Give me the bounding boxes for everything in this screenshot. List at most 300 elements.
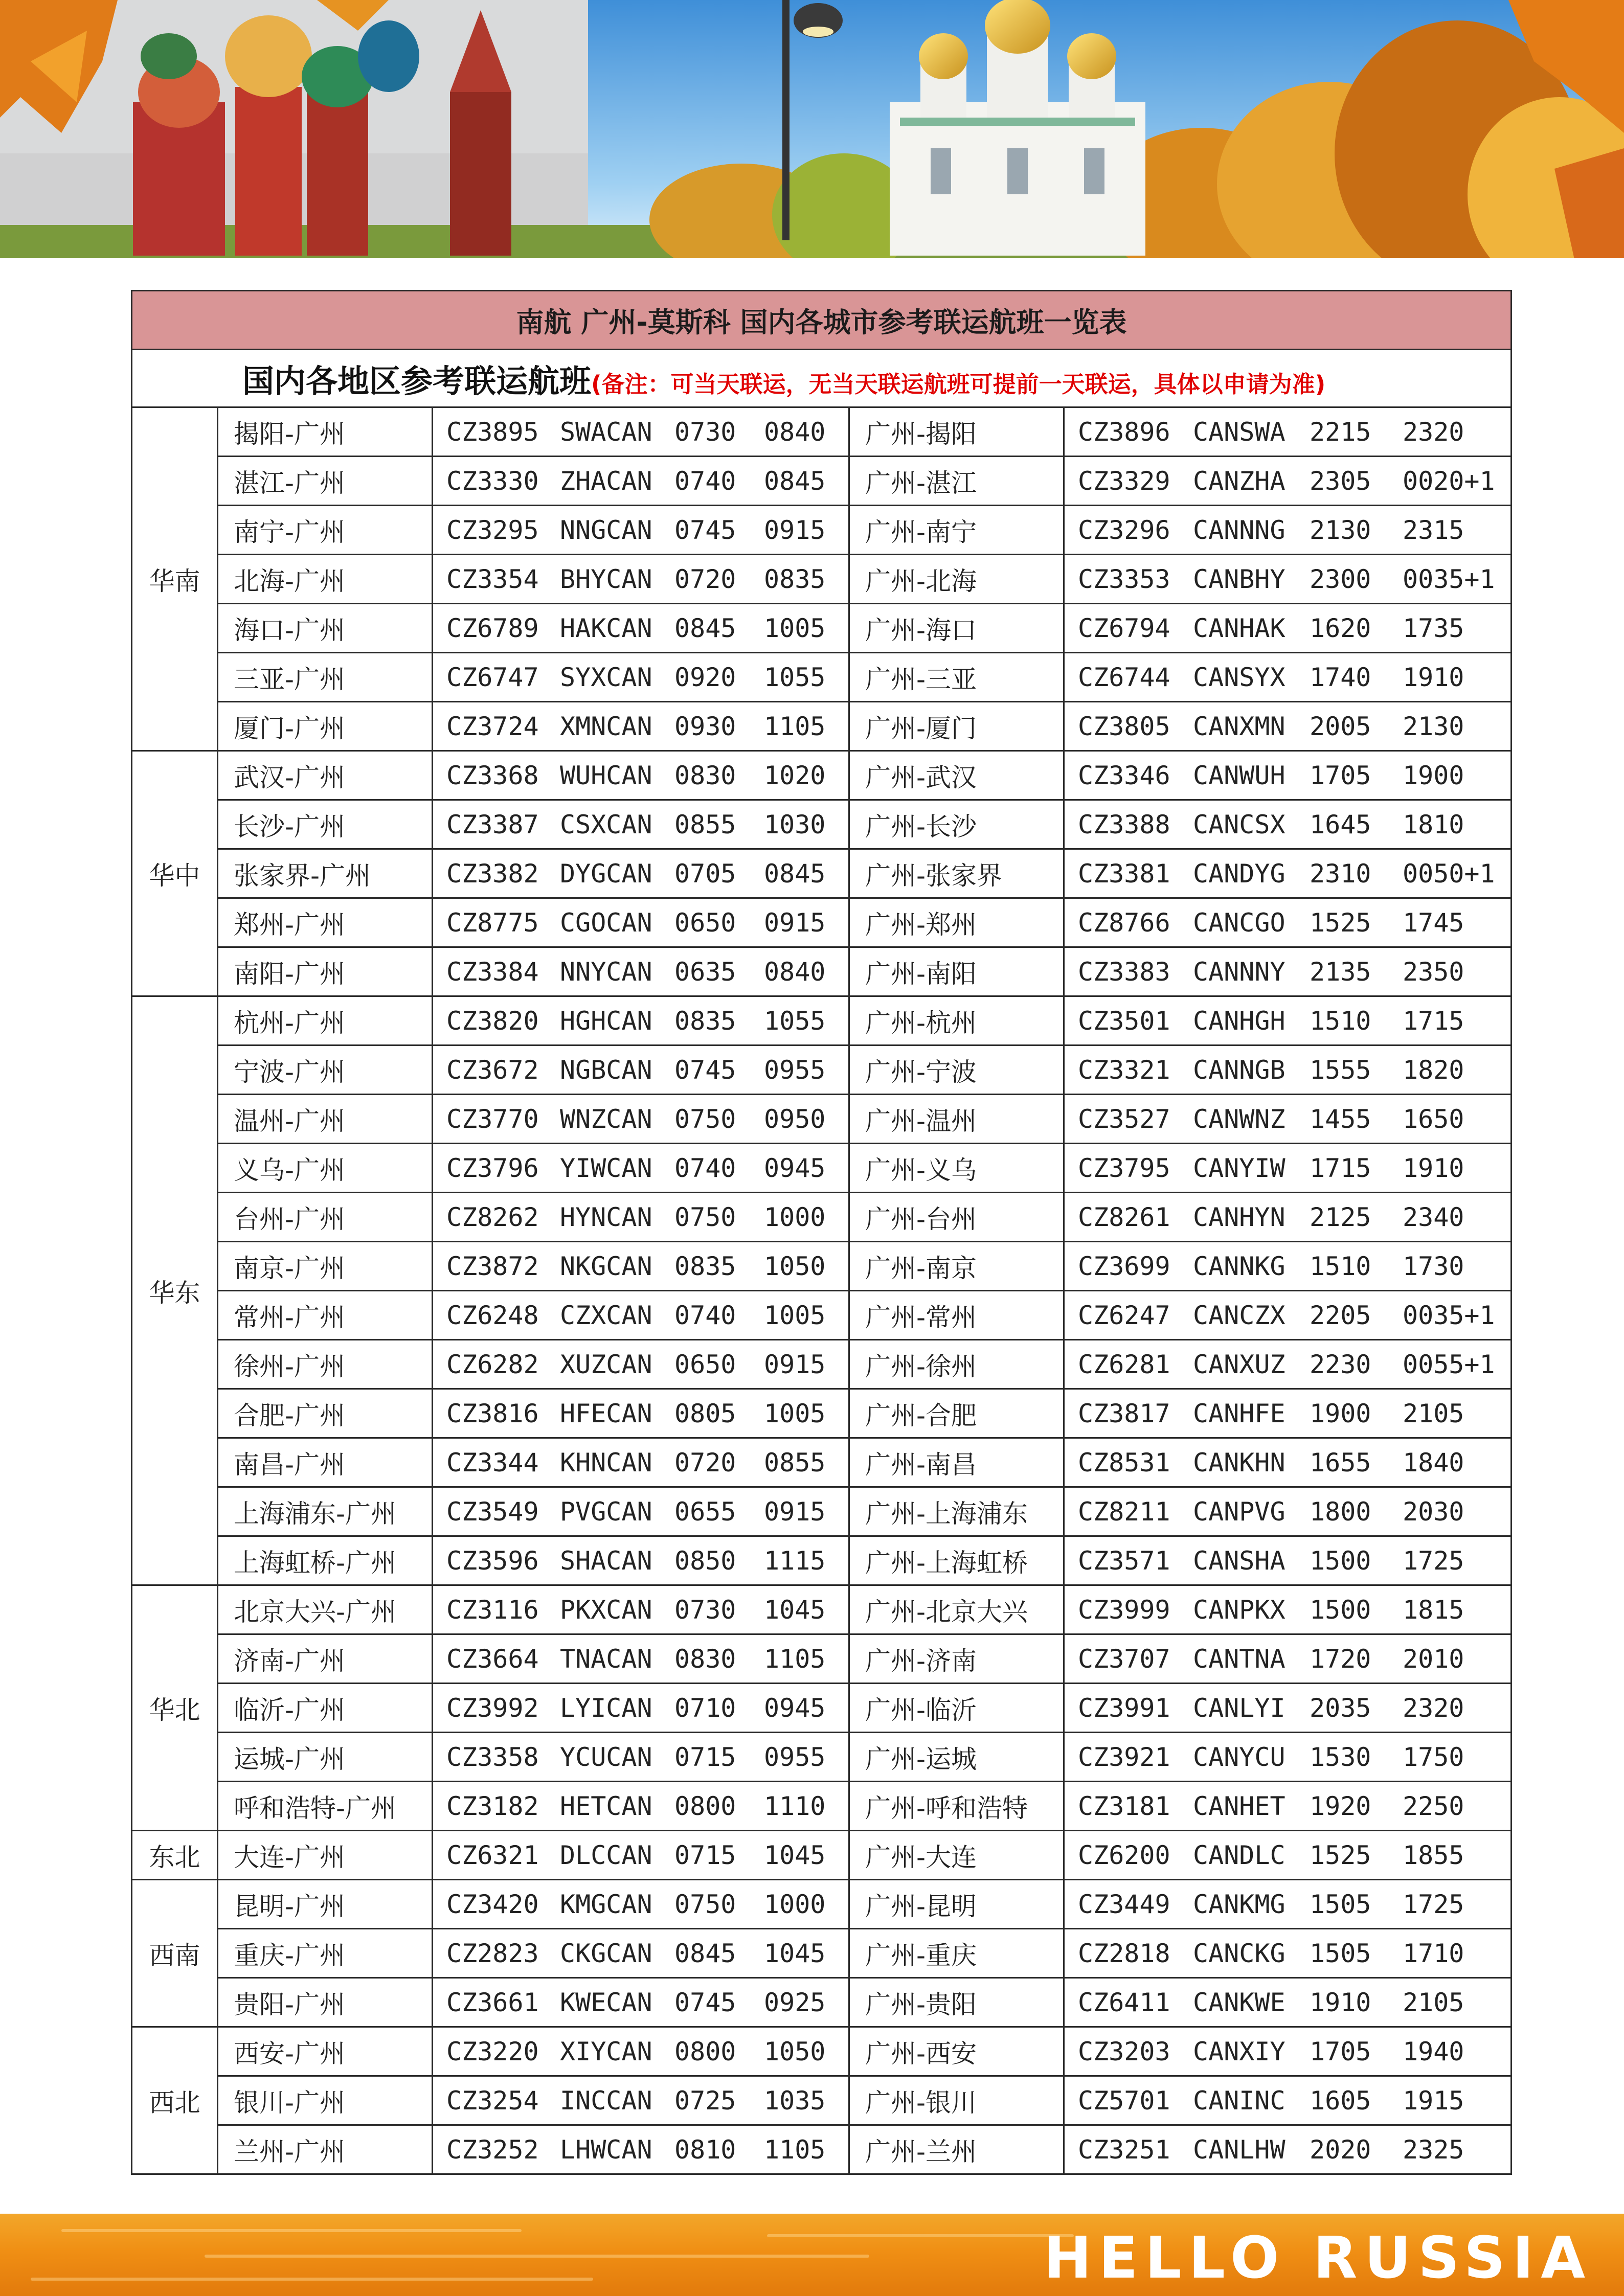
outbound-arrival-time: 0915 [764, 907, 826, 938]
return-departure-time: 2300 [1310, 564, 1371, 594]
outbound-route: 湛江-广州 [218, 457, 433, 506]
outbound-route-code: NGBCAN [560, 1055, 652, 1085]
outbound-arrival-time: 0955 [764, 1742, 826, 1772]
return-departure-time: 2130 [1310, 515, 1371, 545]
region-cell: 西北 [132, 2027, 218, 2174]
outbound-flight-cell [433, 1634, 849, 1684]
return-departure-time: 1500 [1310, 1545, 1371, 1576]
return-arrival-time: 1810 [1403, 809, 1464, 839]
outbound-route: 兰州-广州 [218, 2125, 433, 2174]
return-flight-number: CZ3203 [1078, 2036, 1170, 2066]
return-flight-cell [1064, 1733, 1512, 1782]
outbound-flight-number: CZ3420 [446, 1889, 539, 1919]
outbound-departure-time: 0750 [674, 1104, 736, 1134]
region-cell: 东北 [132, 1831, 218, 1880]
outbound-departure-time: 0745 [674, 1987, 736, 2017]
region-cell: 西南 [132, 1880, 218, 2027]
outbound-departure-time: 0635 [674, 957, 736, 987]
outbound-route-code: CGOCAN [560, 907, 652, 938]
outbound-route-code: YCUCAN [560, 1742, 652, 1772]
return-flight-cell [1064, 1929, 1512, 1978]
outbound-flight-number: CZ3724 [446, 711, 539, 741]
return-flight-number: CZ3817 [1078, 1398, 1170, 1428]
return-route-code: CANXIY [1193, 2036, 1285, 2066]
outbound-arrival-time: 0945 [764, 1153, 826, 1183]
outbound-arrival-time: 1045 [764, 1938, 826, 1968]
return-flight-cell [1064, 653, 1512, 702]
return-route-code: CANDYG [1193, 858, 1285, 889]
return-route: 广州-揭阳 [849, 407, 1064, 457]
return-route: 广州-台州 [849, 1193, 1064, 1242]
outbound-route: 南昌-广州 [218, 1438, 433, 1487]
footer-texture [31, 2278, 593, 2281]
return-route-code: CANBHY [1193, 564, 1285, 594]
region-cell: 华北 [132, 1585, 218, 1831]
return-flight-cell [1064, 2076, 1512, 2125]
outbound-flight-cell [433, 1929, 849, 1978]
return-flight-number: CZ8211 [1078, 1496, 1170, 1527]
return-flight-number: CZ6200 [1078, 1840, 1170, 1870]
table-title: 南航 广州-莫斯科 国内各城市参考联运航班一览表 [132, 291, 1512, 350]
outbound-flight-cell [433, 1880, 849, 1929]
return-flight-number: CZ3381 [1078, 858, 1170, 889]
outbound-route: 常州-广州 [218, 1291, 433, 1340]
return-flight-cell [1064, 457, 1512, 506]
return-route-code: CANKWE [1193, 1987, 1285, 2017]
outbound-route-code: INCCAN [560, 2085, 652, 2116]
return-departure-time: 2005 [1310, 711, 1371, 741]
outbound-flight-cell [433, 2076, 849, 2125]
return-arrival-time: 1815 [1403, 1595, 1464, 1625]
outbound-departure-time: 0715 [674, 1742, 736, 1772]
outbound-arrival-time: 0835 [764, 564, 826, 594]
return-flight-number: CZ6411 [1078, 1987, 1170, 2017]
outbound-arrival-time: 0855 [764, 1447, 826, 1477]
outbound-route-code: SYXCAN [560, 662, 652, 692]
outbound-route-code: HGHCAN [560, 1006, 652, 1036]
footer-banner [0, 2214, 1624, 2296]
flight-table-body [132, 407, 1512, 2174]
outbound-arrival-time: 1050 [764, 1251, 826, 1281]
return-departure-time: 1505 [1310, 1889, 1371, 1919]
outbound-flight-cell [433, 604, 849, 653]
return-flight-cell [1064, 1831, 1512, 1880]
return-flight-number: CZ2818 [1078, 1938, 1170, 1968]
outbound-route-code: NKGCAN [560, 1251, 652, 1281]
footer-texture [61, 2229, 522, 2232]
return-flight-number: CZ3321 [1078, 1055, 1170, 1085]
outbound-route-code: KWECAN [560, 1987, 652, 2017]
return-route-code: CANXMN [1193, 711, 1285, 741]
outbound-route-code: SHACAN [560, 1545, 652, 1576]
outbound-route: 北海-广州 [218, 555, 433, 604]
table-row [132, 1684, 1512, 1733]
outbound-departure-time: 0655 [674, 1496, 736, 1527]
outbound-flight-cell [433, 457, 849, 506]
return-departure-time: 1455 [1310, 1104, 1371, 1134]
return-route: 广州-厦门 [849, 702, 1064, 751]
return-route: 广州-南京 [849, 1242, 1064, 1291]
outbound-route-code: CSXCAN [560, 809, 652, 839]
outbound-flight-number: CZ3387 [446, 809, 539, 839]
return-flight-cell [1064, 2125, 1512, 2174]
outbound-departure-time: 0730 [674, 1595, 736, 1625]
table-row [132, 1242, 1512, 1291]
outbound-flight-number: CZ8775 [446, 907, 539, 938]
return-departure-time: 1800 [1310, 1496, 1371, 1527]
outbound-route-code: HAKCAN [560, 613, 652, 643]
outbound-flight-number: CZ3384 [446, 957, 539, 987]
return-route-code: CANPKX [1193, 1595, 1285, 1625]
return-arrival-time: 2250 [1403, 1791, 1464, 1821]
outbound-flight-cell [433, 653, 849, 702]
table-row [132, 2027, 1512, 2076]
return-flight-number: CZ3501 [1078, 1006, 1170, 1036]
return-departure-time: 2020 [1310, 2134, 1371, 2165]
table-row [132, 604, 1512, 653]
outbound-flight-cell [433, 751, 849, 800]
return-route: 广州-武汉 [849, 751, 1064, 800]
outbound-flight-cell [433, 1978, 849, 2027]
return-route: 广州-临沂 [849, 1684, 1064, 1733]
return-flight-number: CZ8531 [1078, 1447, 1170, 1477]
outbound-arrival-time: 0840 [764, 957, 826, 987]
return-flight-number: CZ8766 [1078, 907, 1170, 938]
outbound-arrival-time: 1045 [764, 1595, 826, 1625]
outbound-flight-number: CZ6789 [446, 613, 539, 643]
outbound-route: 银川-广州 [218, 2076, 433, 2125]
outbound-flight-cell [433, 1733, 849, 1782]
return-flight-cell [1064, 751, 1512, 800]
return-arrival-time: 2320 [1403, 1693, 1464, 1723]
return-flight-number: CZ3449 [1078, 1889, 1170, 1919]
outbound-departure-time: 0705 [674, 858, 736, 889]
return-flight-cell [1064, 1536, 1512, 1585]
return-departure-time: 1500 [1310, 1595, 1371, 1625]
table-row [132, 2076, 1512, 2125]
return-route: 广州-三亚 [849, 653, 1064, 702]
outbound-departure-time: 0710 [674, 1693, 736, 1723]
return-route: 广州-银川 [849, 2076, 1064, 2125]
return-route: 广州-济南 [849, 1634, 1064, 1684]
return-departure-time: 1900 [1310, 1398, 1371, 1428]
return-route-code: CANHFE [1193, 1398, 1285, 1428]
outbound-route-code: SWACAN [560, 417, 652, 447]
outbound-arrival-time: 1110 [764, 1791, 826, 1821]
outbound-flight-cell [433, 2125, 849, 2174]
outbound-route: 昆明-广州 [218, 1880, 433, 1929]
return-route: 广州-上海浦东 [849, 1487, 1064, 1536]
return-departure-time: 2215 [1310, 417, 1371, 447]
outbound-arrival-time: 0915 [764, 1349, 826, 1379]
outbound-flight-number: CZ2823 [446, 1938, 539, 1968]
return-route-code: CANSHA [1193, 1545, 1285, 1576]
outbound-departure-time: 0800 [674, 2036, 736, 2066]
return-arrival-time: 2315 [1403, 515, 1464, 545]
outbound-flight-cell [433, 1389, 849, 1438]
return-departure-time: 1555 [1310, 1055, 1371, 1085]
return-flight-cell [1064, 604, 1512, 653]
outbound-arrival-time: 0840 [764, 417, 826, 447]
outbound-route: 南京-广州 [218, 1242, 433, 1291]
return-flight-cell [1064, 1438, 1512, 1487]
outbound-flight-number: CZ6747 [446, 662, 539, 692]
outbound-route: 临沂-广州 [218, 1684, 433, 1733]
outbound-flight-number: CZ6321 [446, 1840, 539, 1870]
return-arrival-time: 1855 [1403, 1840, 1464, 1870]
outbound-flight-cell [433, 1193, 849, 1242]
table-row [132, 1291, 1512, 1340]
table-row [132, 457, 1512, 506]
return-route: 广州-呼和浩特 [849, 1782, 1064, 1831]
return-route-code: CANKHN [1193, 1447, 1285, 1477]
return-arrival-time: 1725 [1403, 1545, 1464, 1576]
outbound-flight-cell [433, 1831, 849, 1880]
table-row [132, 1929, 1512, 1978]
outbound-flight-cell [433, 1340, 849, 1389]
table-row [132, 849, 1512, 898]
outbound-route-code: ZHACAN [560, 466, 652, 496]
return-route: 广州-张家界 [849, 849, 1064, 898]
return-route-code: CANNNG [1193, 515, 1285, 545]
outbound-route: 三亚-广州 [218, 653, 433, 702]
outbound-arrival-time: 0945 [764, 1693, 826, 1723]
return-departure-time: 1505 [1310, 1938, 1371, 1968]
outbound-flight-cell [433, 407, 849, 457]
return-flight-cell [1064, 1242, 1512, 1291]
return-departure-time: 1920 [1310, 1791, 1371, 1821]
outbound-departure-time: 0845 [674, 1938, 736, 1968]
return-flight-number: CZ3329 [1078, 466, 1170, 496]
return-departure-time: 1910 [1310, 1987, 1371, 2017]
table-row [132, 1389, 1512, 1438]
outbound-route-code: LHWCAN [560, 2134, 652, 2165]
return-route: 广州-杭州 [849, 996, 1064, 1045]
return-flight-cell [1064, 1487, 1512, 1536]
return-route: 广州-长沙 [849, 800, 1064, 849]
outbound-route-code: WNZCAN [560, 1104, 652, 1134]
return-arrival-time: 1910 [1403, 1153, 1464, 1183]
region-cell: 华南 [132, 407, 218, 751]
return-flight-cell [1064, 1045, 1512, 1095]
return-departure-time: 1605 [1310, 2085, 1371, 2116]
outbound-route: 张家界-广州 [218, 849, 433, 898]
outbound-departure-time: 0920 [674, 662, 736, 692]
return-arrival-time: 1820 [1403, 1055, 1464, 1085]
return-arrival-time: 2010 [1403, 1644, 1464, 1674]
outbound-arrival-time: 1020 [764, 760, 826, 790]
return-route-code: CANCSX [1193, 809, 1285, 839]
outbound-arrival-time: 1005 [764, 613, 826, 643]
outbound-flight-cell [433, 947, 849, 996]
table-row [132, 996, 1512, 1045]
outbound-route-code: XMNCAN [560, 711, 652, 741]
outbound-departure-time: 0850 [674, 1545, 736, 1576]
outbound-route-code: XUZCAN [560, 1349, 652, 1379]
return-arrival-time: 2340 [1403, 1202, 1464, 1232]
table-row [132, 1340, 1512, 1389]
outbound-departure-time: 0740 [674, 1153, 736, 1183]
return-departure-time: 2205 [1310, 1300, 1371, 1330]
outbound-route-code: TNACAN [560, 1644, 652, 1674]
outbound-flight-number: CZ3252 [446, 2134, 539, 2165]
return-flight-number: CZ3353 [1078, 564, 1170, 594]
return-route-code: CANHAK [1193, 613, 1285, 643]
outbound-route: 宁波-广州 [218, 1045, 433, 1095]
return-route-code: CANLHW [1193, 2134, 1285, 2165]
return-route: 广州-南宁 [849, 506, 1064, 555]
return-route-code: CANXUZ [1193, 1349, 1285, 1379]
outbound-flight-number: CZ6282 [446, 1349, 539, 1379]
return-route-code: CANLYI [1193, 1693, 1285, 1723]
return-route: 广州-北京大兴 [849, 1585, 1064, 1634]
return-flight-cell [1064, 849, 1512, 898]
return-flight-number: CZ6794 [1078, 613, 1170, 643]
outbound-departure-time: 0745 [674, 515, 736, 545]
return-route: 广州-常州 [849, 1291, 1064, 1340]
outbound-departure-time: 0810 [674, 2134, 736, 2165]
connecting-flights-table [131, 290, 1512, 2175]
outbound-flight-number: CZ3816 [446, 1398, 539, 1428]
outbound-route-code: XIYCAN [560, 2036, 652, 2066]
outbound-route: 北京大兴-广州 [218, 1585, 433, 1634]
outbound-departure-time: 0750 [674, 1889, 736, 1919]
return-route-code: CANTNA [1193, 1644, 1285, 1674]
table-subtitle-row [132, 350, 1512, 407]
table-row [132, 898, 1512, 947]
outbound-flight-number: CZ3182 [446, 1791, 539, 1821]
return-arrival-time: 2030 [1403, 1496, 1464, 1527]
return-route: 广州-义乌 [849, 1144, 1064, 1193]
outbound-route: 温州-广州 [218, 1095, 433, 1144]
outbound-arrival-time: 1055 [764, 662, 826, 692]
return-flight-cell [1064, 506, 1512, 555]
return-route-code: CANNKG [1193, 1251, 1285, 1281]
return-flight-number: CZ3921 [1078, 1742, 1170, 1772]
return-route: 广州-兰州 [849, 2125, 1064, 2174]
outbound-departure-time: 0830 [674, 760, 736, 790]
outbound-departure-time: 0805 [674, 1398, 736, 1428]
return-route-code: CANHGH [1193, 1006, 1285, 1036]
outbound-arrival-time: 0845 [764, 858, 826, 889]
table-row [132, 1978, 1512, 2027]
outbound-flight-cell [433, 898, 849, 947]
outbound-flight-number: CZ3330 [446, 466, 539, 496]
return-flight-number: CZ6281 [1078, 1349, 1170, 1379]
outbound-arrival-time: 1000 [764, 1202, 826, 1232]
outbound-route-code: KMGCAN [560, 1889, 652, 1919]
return-arrival-time: 2350 [1403, 957, 1464, 987]
return-flight-number: CZ3346 [1078, 760, 1170, 790]
outbound-departure-time: 0830 [674, 1644, 736, 1674]
return-departure-time: 1510 [1310, 1006, 1371, 1036]
outbound-departure-time: 0745 [674, 1055, 736, 1085]
return-route-code: CANDLC [1193, 1840, 1285, 1870]
outbound-flight-number: CZ3895 [446, 417, 539, 447]
return-departure-time: 1645 [1310, 809, 1371, 839]
return-route-code: CANSWA [1193, 417, 1285, 447]
return-route: 广州-南阳 [849, 947, 1064, 996]
header-banner [0, 0, 1624, 262]
return-arrival-time: 1650 [1403, 1104, 1464, 1134]
outbound-route-code: WUHCAN [560, 760, 652, 790]
outbound-route: 重庆-广州 [218, 1929, 433, 1978]
outbound-flight-number: CZ3661 [446, 1987, 539, 2017]
outbound-departure-time: 0800 [674, 1791, 736, 1821]
outbound-flight-number: CZ3368 [446, 760, 539, 790]
outbound-flight-cell [433, 1438, 849, 1487]
return-arrival-time: 1725 [1403, 1889, 1464, 1919]
return-flight-cell [1064, 555, 1512, 604]
return-arrival-time: 2130 [1403, 711, 1464, 741]
return-arrival-time: 1915 [1403, 2085, 1464, 2116]
outbound-route: 南阳-广州 [218, 947, 433, 996]
table-row [132, 1438, 1512, 1487]
table-subtitle: 国内各地区参考联运航班 [242, 362, 592, 400]
outbound-flight-number: CZ3358 [446, 1742, 539, 1772]
return-flight-number: CZ3896 [1078, 417, 1170, 447]
outbound-departure-time: 0720 [674, 564, 736, 594]
return-route-code: CANCGO [1193, 907, 1285, 938]
outbound-flight-cell [433, 1487, 849, 1536]
return-flight-number: CZ3296 [1078, 515, 1170, 545]
region-cell: 华东 [132, 996, 218, 1585]
outbound-flight-number: CZ3770 [446, 1104, 539, 1134]
table-row [132, 1193, 1512, 1242]
return-route: 广州-南昌 [849, 1438, 1064, 1487]
return-route-code: CANINC [1193, 2085, 1285, 2116]
outbound-flight-number: CZ8262 [446, 1202, 539, 1232]
outbound-flight-number: CZ3116 [446, 1595, 539, 1625]
footer-brand-text: HELLO RUSSIA [1043, 2225, 1592, 2291]
return-flight-number: CZ3181 [1078, 1791, 1170, 1821]
return-flight-cell [1064, 898, 1512, 947]
return-flight-cell [1064, 1634, 1512, 1684]
outbound-arrival-time: 1055 [764, 1006, 826, 1036]
return-route: 广州-重庆 [849, 1929, 1064, 1978]
return-flight-number: CZ6247 [1078, 1300, 1170, 1330]
return-arrival-time: 0055+1 [1403, 1349, 1495, 1379]
return-arrival-time: 2105 [1403, 1398, 1464, 1428]
table-row [132, 1880, 1512, 1929]
outbound-flight-number: CZ3820 [446, 1006, 539, 1036]
return-flight-number: CZ5701 [1078, 2085, 1170, 2116]
outbound-route-code: HYNCAN [560, 1202, 652, 1232]
outbound-arrival-time: 1050 [764, 2036, 826, 2066]
outbound-route: 杭州-广州 [218, 996, 433, 1045]
outbound-route-code: CZXCAN [560, 1300, 652, 1330]
return-departure-time: 1525 [1310, 907, 1371, 938]
outbound-flight-cell [433, 996, 849, 1045]
return-route: 广州-运城 [849, 1733, 1064, 1782]
outbound-route: 郑州-广州 [218, 898, 433, 947]
return-flight-number: CZ3707 [1078, 1644, 1170, 1674]
outbound-route: 运城-广州 [218, 1733, 433, 1782]
outbound-flight-cell [433, 555, 849, 604]
outbound-route-code: NNYCAN [560, 957, 652, 987]
outbound-departure-time: 0835 [674, 1006, 736, 1036]
outbound-arrival-time: 1005 [764, 1300, 826, 1330]
outbound-flight-cell [433, 1144, 849, 1193]
outbound-departure-time: 0650 [674, 907, 736, 938]
footer-texture [205, 2255, 869, 2258]
region-cell: 华中 [132, 751, 218, 996]
return-arrival-time: 1730 [1403, 1251, 1464, 1281]
outbound-arrival-time: 1035 [764, 2085, 826, 2116]
return-route-code: CANSYX [1193, 662, 1285, 692]
outbound-flight-number: CZ3664 [446, 1644, 539, 1674]
return-departure-time: 1705 [1310, 760, 1371, 790]
